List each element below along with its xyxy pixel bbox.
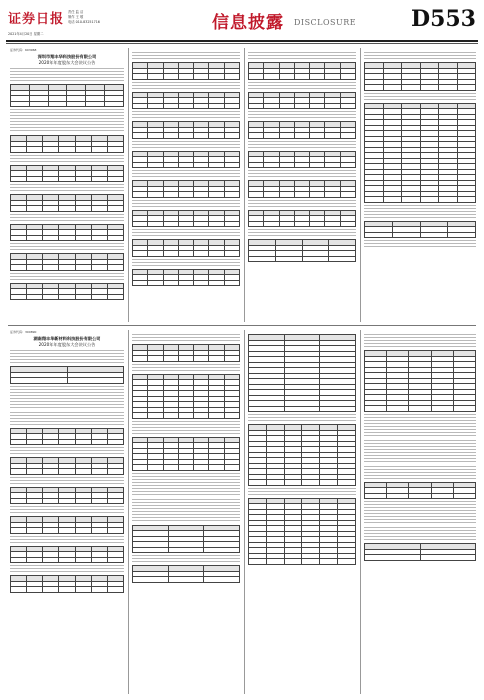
data-table <box>10 428 124 446</box>
text-block <box>248 52 356 60</box>
data-table <box>10 457 124 475</box>
masthead-rule <box>6 40 478 42</box>
text-block <box>132 473 240 497</box>
text-block <box>10 386 124 410</box>
data-table <box>132 525 240 554</box>
notice-subtitle: 2020年年度股东大会决议公告 <box>38 342 96 347</box>
text-block <box>10 447 124 455</box>
table-column <box>132 50 240 288</box>
text-block <box>132 259 240 267</box>
data-table <box>364 482 476 500</box>
data-table <box>248 92 356 110</box>
meta-line: 电话 010-83251716 <box>68 20 100 24</box>
text-block <box>10 536 124 544</box>
data-table <box>10 165 124 183</box>
data-table <box>10 487 124 505</box>
text-block <box>364 466 476 480</box>
text-block <box>132 499 240 523</box>
data-table <box>248 210 356 228</box>
table-column <box>364 50 476 250</box>
text-block <box>132 555 240 563</box>
table-column <box>248 332 356 567</box>
data-table <box>10 366 124 384</box>
data-table <box>132 344 240 362</box>
data-table <box>10 224 124 242</box>
data-table <box>132 210 240 228</box>
text-block <box>132 200 240 208</box>
data-table <box>364 543 476 561</box>
column-divider <box>360 48 361 322</box>
data-table <box>132 92 240 110</box>
meta-line: 制作 王 敬 <box>68 15 84 19</box>
text-block <box>248 82 356 90</box>
text-block <box>10 184 124 192</box>
data-table <box>248 62 356 80</box>
text-block <box>248 488 356 496</box>
data-table <box>132 62 240 80</box>
data-table <box>132 121 240 139</box>
text-block <box>248 111 356 119</box>
notice-code-label: 证券代码：300890 <box>10 330 37 334</box>
text-block <box>248 200 356 208</box>
section-title-cn: 信息披露 <box>212 13 284 33</box>
data-table <box>10 84 124 107</box>
text-block <box>132 421 240 435</box>
section-title-en: DISCLOSURE <box>294 18 357 27</box>
data-table <box>10 135 124 153</box>
notice-column <box>10 48 124 302</box>
data-table <box>132 437 240 471</box>
column-divider <box>128 330 129 694</box>
table-column <box>364 332 476 563</box>
text-block <box>132 364 240 372</box>
masthead-rule-thin <box>6 43 478 44</box>
text-block <box>364 52 476 60</box>
text-block <box>364 334 476 348</box>
text-block <box>10 273 124 281</box>
text-block <box>132 141 240 149</box>
text-block <box>132 334 240 342</box>
data-table <box>10 194 124 212</box>
text-block <box>248 141 356 149</box>
text-block <box>10 155 124 163</box>
data-table <box>248 121 356 139</box>
data-table <box>132 180 240 198</box>
text-block <box>132 229 240 237</box>
page-number: D553 <box>410 6 476 32</box>
notice-column <box>10 330 124 595</box>
data-table <box>10 575 124 593</box>
column-divider <box>128 48 129 322</box>
text-block <box>248 229 356 237</box>
data-table <box>248 334 356 412</box>
text-block <box>248 414 356 422</box>
issue-date: 2021年4月20日 星期二 <box>8 32 44 36</box>
text-block <box>364 527 476 541</box>
data-table <box>10 516 124 534</box>
text-block <box>364 205 476 219</box>
data-table <box>10 546 124 564</box>
notice-subtitle: 2020年年度股东大会决议公告 <box>38 60 96 65</box>
half-divider <box>8 325 476 326</box>
data-table <box>248 151 356 169</box>
masthead-meta <box>68 10 100 25</box>
text-block <box>364 501 476 525</box>
text-block <box>364 414 476 438</box>
column-divider <box>244 330 245 694</box>
data-table <box>132 151 240 169</box>
data-table <box>132 239 240 257</box>
data-table <box>248 424 356 486</box>
masthead <box>6 4 478 42</box>
data-table <box>364 350 476 412</box>
text-block <box>132 52 240 60</box>
text-block <box>10 412 124 426</box>
data-table <box>364 62 476 91</box>
data-table <box>132 374 240 419</box>
data-table <box>10 283 124 301</box>
text-block <box>10 477 124 485</box>
notice-code-label: 证券代码：603968 <box>10 48 37 52</box>
data-table <box>132 565 240 583</box>
text-block <box>10 350 124 364</box>
text-block <box>364 440 476 464</box>
text-block <box>10 243 124 251</box>
notice-company-name: 湖南翔丰华新材料科技股份有限公司 <box>33 336 101 341</box>
data-table <box>10 253 124 271</box>
text-block <box>10 565 124 573</box>
text-block <box>10 109 124 133</box>
data-table <box>364 103 476 203</box>
data-table <box>248 498 356 565</box>
text-block <box>10 214 124 222</box>
newspaper-logo: 证券日报 <box>8 12 65 27</box>
text-block <box>364 93 476 101</box>
data-table <box>248 239 356 262</box>
text-block <box>132 111 240 119</box>
text-block <box>132 170 240 178</box>
data-table <box>248 180 356 198</box>
notice-company-name: 深圳市翔丰华科技股份有限公司 <box>37 54 97 59</box>
column-divider <box>244 48 245 322</box>
table-column <box>132 332 240 585</box>
text-block <box>248 170 356 178</box>
column-divider <box>360 330 361 694</box>
data-table <box>132 269 240 287</box>
data-table <box>364 221 476 239</box>
text-block <box>132 82 240 90</box>
text-block <box>364 240 476 248</box>
text-block <box>10 68 124 82</box>
meta-line: 责任 监 洁 <box>68 10 84 14</box>
text-block <box>10 506 124 514</box>
table-column <box>248 50 356 264</box>
